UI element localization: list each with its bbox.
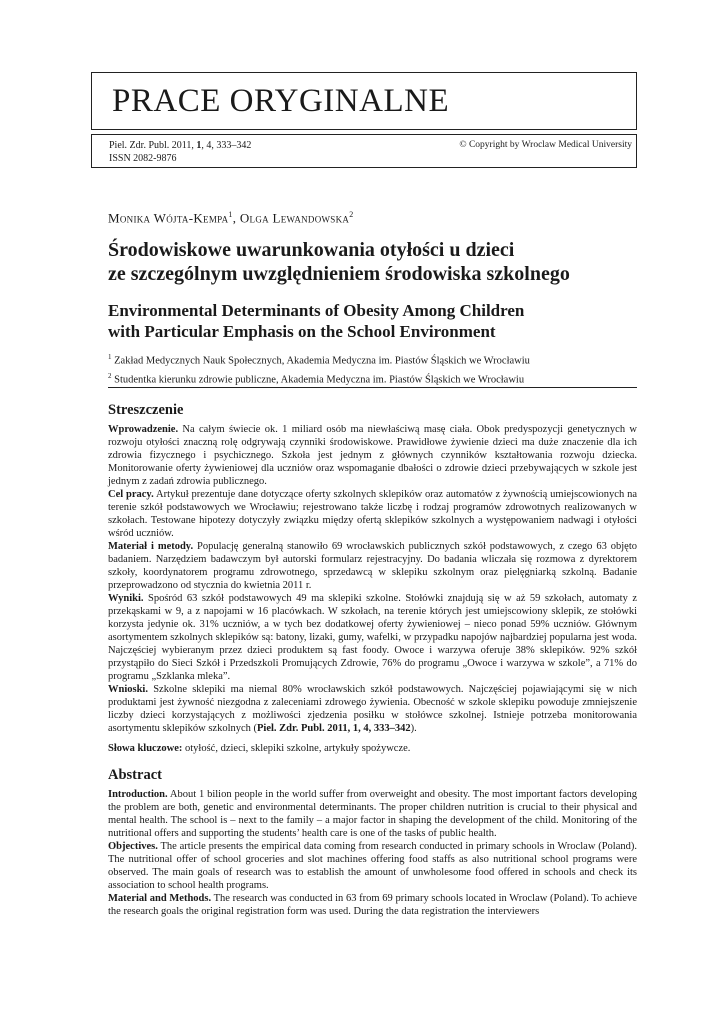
issn: ISSN 2082-9876 bbox=[109, 153, 177, 164]
streszczenie-conclusions: Wnioski. Szkolne sklepiki ma niemal 80% wrocławskich szkół podstawowych. Najczęściej pojawiającymi się w nich produktami jest żywność niezgodna z zaleceniami zdrowego żywienia. Obecność w szkole sklepiku powoduje zmniejszenie liczby dzieci korzystających z możliwości zjedzenia posiłku w stołówce szkolnej. Istnieje potrzeba monitorowania asortymentu sklepików szkolnych (Piel. Zdr. Publ. 2011, 1, 4, 333–342). bbox=[108, 684, 637, 734]
citation-box bbox=[91, 134, 637, 168]
abstract-heading: Abstract bbox=[108, 767, 162, 783]
section-header-box bbox=[91, 72, 637, 130]
affiliation-2: $^2$ Studentka kierunku zdrowie publiczne, Akademia Medyczna im. Piastów Śląskich we Wrocławiu bbox=[108, 371, 525, 385]
streszczenie-section bbox=[108, 401, 637, 755]
streszczenie-results: Wyniki. Spośród 63 szkół podstawowych 49 ma sklepiki szkolne. Stołówki znajdują się w aż 59 szkołach, automaty z przekąskami w 9, a z napojami w 16 placówkach. W szkołach, na terenie których jest umiejscowiony sklepik, ze stołówki korzysta jedynie ok. 31% uczniów, a w tych bez dodatkowej oferty żywieniowej – nieco ponad 59% uczniów. Głównym asortymentem szkolnych sklepików są: batony, lizaki, gumy, wafelki, w przypadku napojów najbardziej popularna jest woda. Najczęściej wybieranym przez dzieci produktem są fast foody. Owoce i warzywa oferuje 38% sklepików. 92% szkół przystąpiło do Sieci Szkół i Przedszkoli Promujących Zdrowie, 76% do programu „Owoce i warzywa w szkole”, a 71% do programu „Szklanka mleka”. bbox=[108, 593, 637, 682]
abstract-objectives: Objectives. The article presents the empirical data coming from research conducted in primary schools in Wroclaw (Poland). The nutritional offer of school groceries and slot machines offering food staffs as also nutritional school programs were observed. The main goals of research was to establish the amount of unwholesome food offered in schools and check its association to school health programs. bbox=[108, 841, 637, 891]
authors: Monika Wójta-Kempa$^1$, Olga Lewandowska$^2$ bbox=[108, 210, 354, 226]
affiliation-1: $^1$ Zakład Medycznych Nauk Społecznych, Akademia Medyczna im. Piastów Śląskich we Wrocławiu bbox=[108, 353, 530, 367]
affiliations bbox=[108, 350, 638, 387]
streszczenie-methods: Materiał i metody. Populację generalną stanowiło 69 wrocławskich publicznych szkół podstawowych, z czego 63 objęto badaniem. Narzędziem badawczym był autorski formularz rejestracyjny. Do badania wliczała się rozmowa z dyrektorem szkoły, koordynatorem programu zdrowotnego, sprzedawcą w sklepiku szkolnym oraz pielęgniarką szkolną. Badanie przeprowadzono od stycznia do kwietnia 2011 r. bbox=[108, 541, 637, 591]
divider bbox=[108, 387, 637, 388]
abstract-introduction: Introduction. About 1 bilion people in the world suffer from overweight and obesity. The most important factors developing the problem are both, genetic and environmental determinants. The proper children nutrition is crucial to their physical and mental health. The school is – next to the family – a major factor in shaping the development of the child. Monitoring of the nutritional offers and supporting the students’ health care is one of the tasks of public health. bbox=[108, 789, 637, 839]
citation-left bbox=[109, 139, 251, 165]
streszczenie-aim: Cel pracy. Artykuł prezentuje dane dotyczące oferty szkolnych sklepików oraz automatów z żywnością umiejscowionych na terenie szkół podstawowych we Wrocławiu; rejestrowano także liczbę i rodzaj programów zdrowotnych realizowanych w szkołach. Testowane hipotezy dotyczyły związku między ofertą sklepików szkolnych a występowaniem nadwagi i otyłości wśród uczniów. bbox=[108, 489, 637, 539]
abstract-methods: Material and Methods. The research was conducted in 63 from 69 primary schools located in Wroclaw (Poland). To achieve the research goals the original registration form was used. During the data registration the interviewers bbox=[108, 893, 637, 917]
copyright-notice: © Copyright by Wroclaw Medical University bbox=[459, 140, 632, 150]
abstract-section bbox=[108, 766, 637, 918]
streszczenie-heading: Streszczenie bbox=[108, 402, 184, 418]
journal-reference: Piel. Zdr. Publ. 2011, 1, 4, 333–342 bbox=[109, 140, 252, 151]
author-1: Monika Wójta-Kempa bbox=[108, 210, 229, 226]
keywords-polish: Słowa kluczowe: otyłość, dzieci, sklepiki szkolne, artykuły spożywcze. bbox=[108, 743, 411, 754]
section-header-title: PRACE ORYGINALNE bbox=[112, 83, 450, 119]
author-2: Olga Lewandowska bbox=[239, 210, 350, 226]
streszczenie-intro: Wprowadzenie. Na całym świecie ok. 1 miliard osób ma niewłaściwą masę ciała. Obok predyspozycji genetycznych w rozwoju otyłości znaczną rolę odgrywają czynniki środowiskowe. Prawidłowe żywienie dzieci ma duże znaczenie dla ich zdrowia fizycznego i psychicznego. Szkoła jest jednym z głównych czynników kształtowania rozwoju dziecka. Monitorowanie oferty żywieniowej dla uczniów oraz wspomaganie dbałości o zdrowie dzieci przebywających w szkole jest jednym z zadań zdrowia publicznego. bbox=[108, 424, 637, 487]
title-polish: Środowiskowe uwarunkowania otyłości u dzieci ze szczególnym uwzględnieniem środowiska szkolnego bbox=[108, 239, 570, 285]
title-english: Environmental Determinants of Obesity Among Children with Particular Emphasis on the School Environment bbox=[108, 301, 525, 341]
